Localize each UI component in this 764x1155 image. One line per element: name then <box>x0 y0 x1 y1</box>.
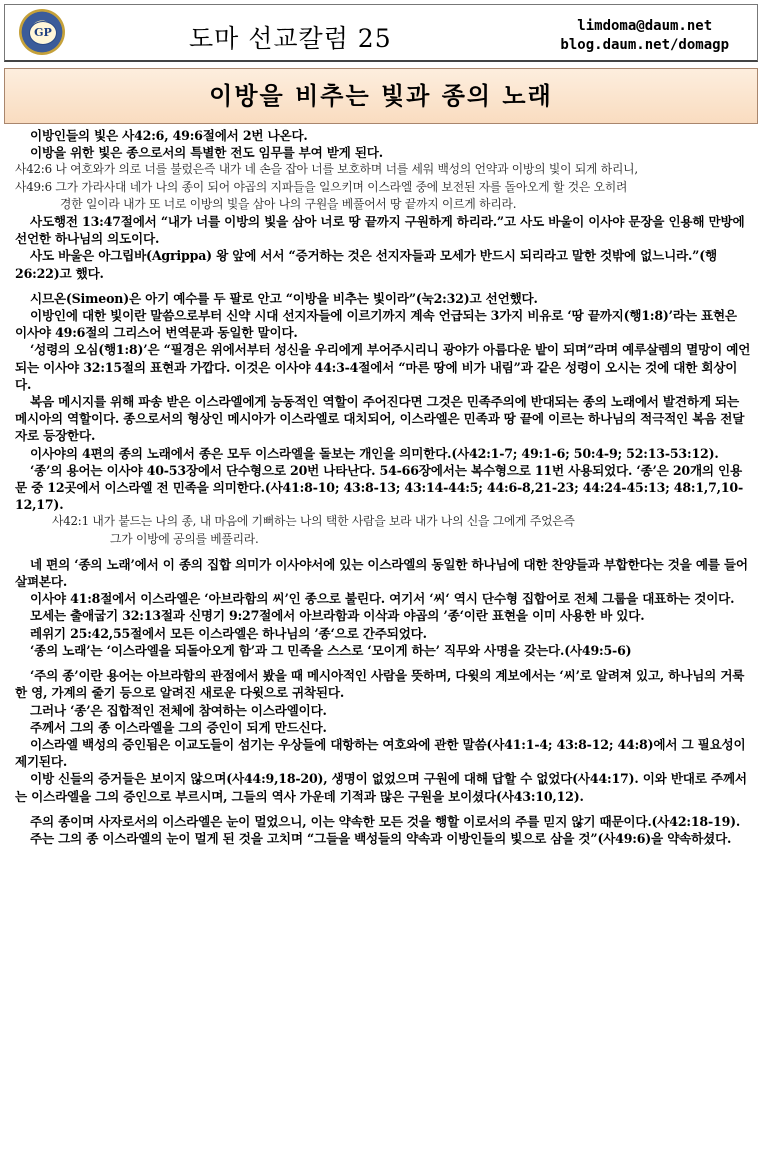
paragraph: ‘주의 종’이란 용어는 아브라함의 관점에서 봤을 때 메시아적인 사람을 뜻하며, 다윗의 계보에서는 ‘씨’로 알려져 있고, 하나님의 거룩한 영, 가계의 줄기 등으로 알려진 새로운 다윗으로 귀착된다. <box>15 668 745 701</box>
scripture-quote: 사42:1 내가 붙드는 나의 종, 내 마음에 기뻐하는 나의 택한 사람을 보라 내가 나의 신을 그에게 주었은즉 <box>52 514 575 529</box>
logo-text: GP <box>29 21 57 45</box>
gp-logo <box>19 9 65 55</box>
article-title: 이방을 비추는 빛과 종의 노래 <box>209 82 553 110</box>
paragraph: 네 편의 ‘종의 노래’에서 이 종의 집합 의미가 이사야서에 있는 이스라엘의 동일한 하나님에 대한 찬양들과 부합한다는 것을 예를 들어 살펴본다. <box>15 556 748 590</box>
paragraph: 시므온(Simeon)은 아기 예수를 두 팔로 안고 “이방을 비추는 빛이라”(눅2:32)고 선언했다. <box>30 290 538 306</box>
contact-info <box>560 17 729 55</box>
paragraph: 모세는 출애굽기 32:13절과 신명기 9:27절에서 아브라함과 이삭과 야곱의 ’종‘이란 표현을 이미 사용한 바 있다. <box>30 608 645 624</box>
paragraph: ‘종’의 용어는 이사야 40-53장에서 단수형으로 20번 나타난다. 54-66장에서는 복수형으로 11번 사용되었다. ‘종’은 20개의 인용문 중 12곳에서 이스라엘 전 민족을 의미한다.(사41:8-10; 43:8-13; 43:14-44:5; 44:6-8,21-23; 44:24-45:13; 48:1,7,10-12,17). <box>15 462 744 513</box>
blog-link[interactable]: blog.daum.net/domagp <box>560 37 729 53</box>
paragraph: 주께서 그의 종 이스라엘을 그의 증인이 되게 만드신다. <box>30 719 327 735</box>
column-series-title: 도마 선교칼럼 25 <box>189 24 392 53</box>
paragraph: ‘종의 노래’는 ‘이스라엘을 되돌아오게 함’과 그 민족을 스스로 ‘모이게 하는’ 직무와 사명을 갖는다.(사49:5-6) <box>30 642 632 658</box>
article-body <box>15 127 753 847</box>
paragraph: 주의 종이며 사자로서의 이스라엘은 눈이 멀었으니, 이는 약속한 모든 것을 행할 이로서의 주를 믿지 않기 때문이다.(사42:18-19). <box>30 813 741 829</box>
paragraph: 사도행전 13:47절에서 “내가 너를 이방의 빛을 삼아 너로 땅 끝까지 구원하게 하리라.”고 사도 바울이 이사야 문장을 인용해 만방에 선언한 하나님의 의도이다. <box>15 214 745 247</box>
paragraph: 주는 그의 종 이스라엘의 눈이 멀게 된 것을 고치며 “그들을 백성들의 약속과 이방인들의 빛으로 삼을 것”(사49:6)을 약속하셨다. <box>30 830 732 846</box>
paragraph: 이사야 41:8절에서 이스라엘은 ‘아브라함의 씨’인 종으로 불린다. 여기서 ‘씨‘ 역시 단수형 집합어로 전체 그룹을 대표하는 것이다. <box>30 591 735 607</box>
scripture-quote: 사42:6 나 여호와가 의로 너를 불렀은즉 내가 네 손을 잡아 너를 보호하며 너를 세워 백성의 언약과 이방의 빛이 되게 하리니, <box>15 162 638 177</box>
paragraph: 이사야의 4편의 종의 노래에서 종은 모두 이스라엘을 돌보는 개인을 의미한다.(사42:1-7; 49:1-6; 50:4-9; 52:13-53:12). <box>30 445 719 461</box>
paragraph: 이스라엘 백성의 증인됨은 이교도들이 섬기는 우상들에 대항하는 여호와에 관한 말씀(사41:1-4; 43:8-12; 44:8)에서 그 필요성이 제기된다. <box>15 736 746 770</box>
scripture-quote: 그가 이방에 공의를 베풀리라. <box>110 531 259 546</box>
paragraph: 이방을 위한 빛은 종으로서의 특별한 전도 임무를 부여 받게 된다. <box>30 145 383 161</box>
paragraph: 그러나 ‘종’은 집합적인 전체에 참여하는 이스라엘이다. <box>30 702 327 718</box>
paragraph: 복음 메시지를 위해 파송 받은 이스라엘에게 능동적인 역할이 주어진다면 그것은 민족주의에 반대되는 종의 노래에서 발견하게 되는 메시아의 역할이다. 종으로서의 형상인 메시아가 이스라엘로 대치되어, 이스라엘은 민족과 땅 끝에 이르는 하나님의 적극적인 복음 전달자로 등장한다. <box>15 394 745 444</box>
paragraph: ‘성령의 오심(행1:8)’은 “필경은 위에서부터 성신을 우리에게 부어주시리니 광야가 아름다운 밭이 되며”라며 예루살렘의 멸망이 예언되는 이사야 32:15절의 표현과 가깝다. 이것은 이사야 44:3-4절에서 “마른 땅에 비가 내림”과 같은 성령이 오시는 것에 대한 회상이다. <box>15 342 751 392</box>
article-title-bar <box>4 68 758 124</box>
paragraph: 사도 바울은 아그립바(Agrippa) 왕 앞에 서서 “증거하는 것은 선지자들과 모세가 반드시 되리라고 말한 것밖에 없느니라.”(행26:22)고 했다. <box>15 248 717 281</box>
paragraph: 이방인들의 빛은 사42:6, 49:6절에서 2번 나온다. <box>30 128 308 143</box>
paragraph: 이방인에 대한 빛이란 말씀으로부터 신약 시대 선지자들에 이르기까지 계속 언급되는 3가지 비유로 ‘땅 끝까지(행1:8)’라는 표현은 이사야 49:6절의 그리스어 번역문과 동일한 말이다. <box>15 308 737 341</box>
scripture-quote: 경한 일이라 내가 또 너로 이방의 빛을 삼아 나의 구원을 베풀어서 땅 끝까지 이르게 하리라. <box>60 196 517 211</box>
column-header <box>4 4 758 62</box>
paragraph: 레위기 25:42,55절에서 모든 이스라엘은 하나님의 ’종‘으로 간주되었다. <box>30 625 427 641</box>
paragraph: 이방 신들의 증거들은 보이지 않으며(사44:9,18-20), 생명이 없었으며 구원에 대해 답할 수 없었다(사44:17). 이와 반대로 주께서는 이스라엘을 그의 증인으로 부르시며, 그들의 역사 가운데 기적과 많은 구원을 보이셨다(사43:10,12). <box>15 771 747 804</box>
email-link[interactable]: limdoma@daum.net <box>577 18 713 34</box>
scripture-quote: 사49:6 그가 가라사대 네가 나의 종이 되어 야곱의 지파들을 일으키며 이스라엘 중에 보전된 자를 돌아오게 할 것은 오히려 <box>15 179 628 194</box>
